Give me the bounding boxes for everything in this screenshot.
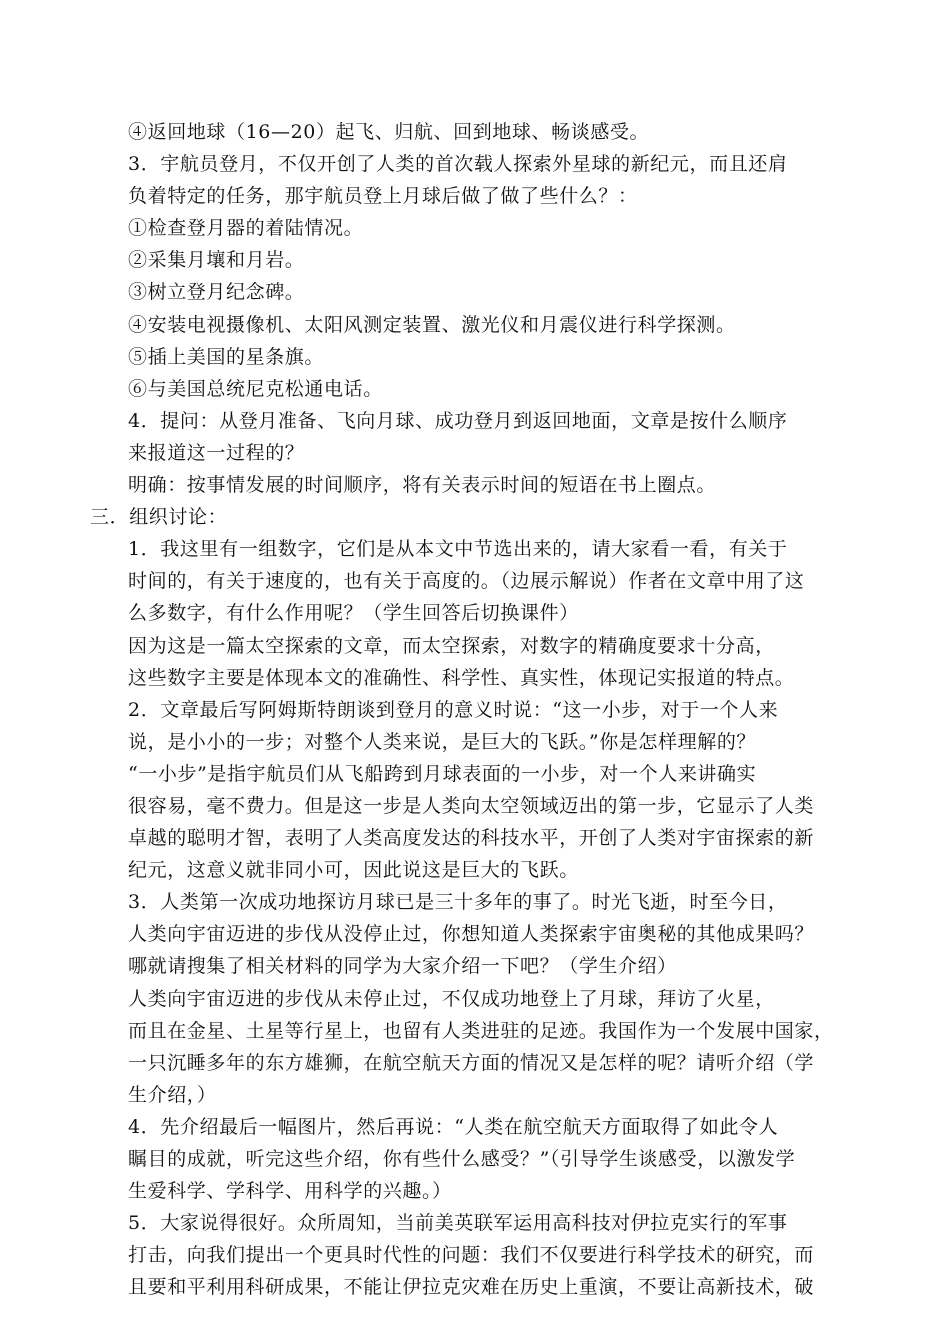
text-line: 1．我这里有一组数字，它们是从本文中节选出来的，请大家看一看，有关于: [128, 538, 788, 561]
paragraph: [90, 405, 865, 469]
text-line: 4．先介绍最后一幅图片，然后再说：“人类在航空航天方面取得了如此令人: [128, 1115, 779, 1138]
paragraph: [90, 148, 865, 212]
text-line: ③树立登月纪念碑。: [128, 281, 305, 304]
text-line: 么多数字，有什么作用呢？（学生回答后切换课件）: [128, 602, 579, 625]
text-line: 负着特定的任务，那宇航员登上月球后做了做了些什么？：: [128, 185, 638, 208]
text-line: 生爱科学、学科学、用科学的兴趣。）: [128, 1180, 452, 1203]
text-line: ②采集月壤和月岩。: [128, 249, 305, 272]
paragraph: [90, 630, 865, 694]
paragraph: [90, 1111, 865, 1207]
text-line: 一只沉睡多年的东方雄狮，在航空航天方面的情况又是怎样的呢？请听介绍（学: [128, 1051, 815, 1074]
text-line: 3．宇航员登月，不仅开创了人类的首次载人探索外星球的新纪元，而且还肩: [128, 153, 788, 176]
text-line: ①检查登月器的着陆情况。: [128, 217, 364, 240]
paragraph: [90, 276, 865, 308]
paragraph: [90, 244, 865, 276]
text-line: 因为这是一篇太空探索的文章，而太空探索，对数字的精确度要求十分高，: [128, 634, 775, 657]
text-line: 瞩目的成就，听完这些介绍，你有些什么感受？”（引导学生谈感受，以激发学: [128, 1148, 796, 1170]
text-line: 来报道这一过程的？: [128, 441, 305, 464]
paragraph: [90, 1207, 865, 1303]
text-line: 这些数字主要是体现本文的准确性、科学性、真实性，体现记实报道的特点。: [128, 666, 795, 689]
text-line: 3．人类第一次成功地探访月球已是三十多年的事了。时光飞逝，时至今日，: [128, 891, 788, 914]
text-line: ⑥与美国总统尼克松通电话。: [128, 377, 383, 400]
text-line: 4．提问：从登月准备、飞向月球、成功登月到返回地面，文章是按什么顺序: [128, 409, 788, 432]
paragraph: [90, 116, 865, 148]
paragraph: [90, 758, 865, 886]
text-line: “一小步”是指宇航员们从飞船跨到月球表面的一小步，对一个人来讲确实: [128, 762, 757, 785]
text-line: 说，是小小的一步；对整个人类来说，是巨大的飞跃。”你是怎样理解的？: [128, 730, 757, 753]
paragraph: [90, 469, 865, 501]
text-line: 打击，向我们提出一个更具时代性的问题：我们不仅要进行科学技术的研究，而: [128, 1244, 815, 1267]
text-line: 三．组织讨论：: [90, 506, 228, 529]
text-line: 很容易，毫不费力。但是这一步是人类向太空领域迈出的第一步，它显示了人类: [128, 794, 815, 817]
paragraph: [90, 886, 865, 982]
paragraph: [90, 694, 865, 758]
paragraph: [90, 309, 865, 341]
paragraph: [90, 983, 865, 1111]
text-line: 明确：按事情发展的时间顺序，将有关表示时间的短语在书上圈点。: [128, 474, 717, 497]
document-body: [90, 116, 865, 1303]
text-line: 卓越的聪明才智，表明了人类高度发达的科技水平，开创了人类对宇宙探索的新: [128, 827, 815, 850]
paragraph: [90, 341, 865, 373]
text-line: 2．文章最后写阿姆斯特朗谈到登月的意义时说：“这一小步，对于一个人来: [128, 698, 779, 721]
text-line: 纪元，这意义就非同小可，因此说这是巨大的飞跃。: [128, 859, 579, 882]
paragraph: [90, 501, 865, 533]
paragraph: [90, 373, 865, 405]
text-line: 哪就请搜集了相关材料的同学为大家介绍一下吧？（学生介绍）: [128, 955, 677, 978]
text-line: 人类向宇宙迈进的步伐从没停止过，你想知道人类探索宇宙奥秘的其他成果吗？: [128, 923, 815, 946]
text-line: 人类向宇宙迈进的步伐从未停止过，不仅成功地登上了月球，拜访了火星，: [128, 987, 775, 1010]
paragraph: [90, 212, 865, 244]
text-line: ④返回地球（16—20）起飞、归航、回到地球、畅谈感受。: [128, 121, 650, 143]
text-line: ⑤插上美国的星条旗。: [128, 345, 325, 368]
text-line: 而且在金星、土星等行星上，也留有人类进驻的足迹。我国作为一个发展中国家，: [128, 1019, 834, 1042]
text-line: 且要和平利用科研成果，不能让伊拉克灾难在历史上重演，不要让高新技术，破: [128, 1276, 815, 1299]
text-line: ④安装电视摄像机、太阳风测定装置、激光仪和月震仪进行科学探测。: [128, 313, 736, 336]
text-line: 生介绍，）: [128, 1083, 217, 1106]
paragraph: [90, 533, 865, 629]
text-line: 时间的，有关于速度的，也有关于高度的。（边展示解说）作者在文章中用了这: [128, 570, 805, 593]
text-line: 5．大家说得很好。众所周知，当前美英联军运用高科技对伊拉克实行的军事: [128, 1212, 788, 1235]
